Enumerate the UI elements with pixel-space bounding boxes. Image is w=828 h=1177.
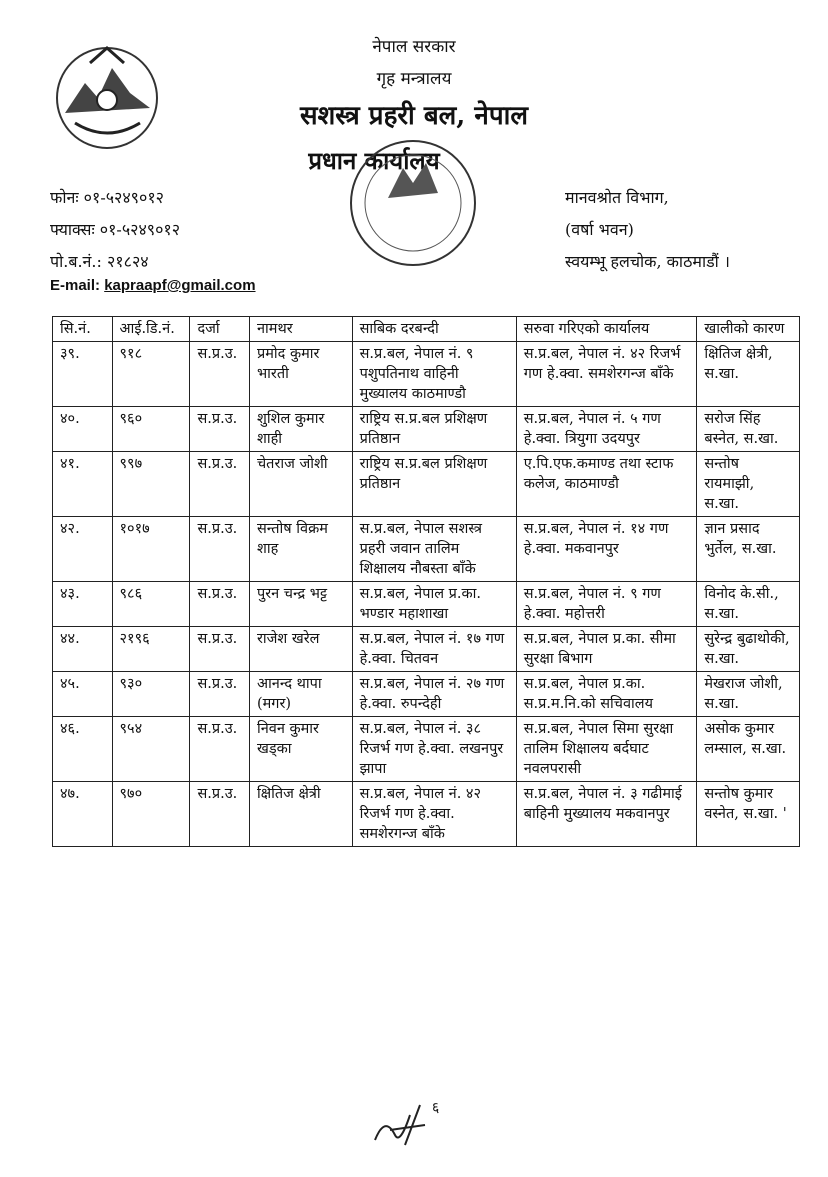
table-cell: मेखराज जोशी, स.खा.: [697, 672, 800, 717]
email-line: [50, 277, 256, 294]
table-cell: असोक कुमार लम्साल, स.खा.: [697, 717, 800, 782]
table-row: [53, 342, 800, 407]
table-cell: क्षितिज क्षेत्री, स.खा.: [697, 342, 800, 407]
table-row: [53, 582, 800, 627]
table-cell: स.प्र.बल, नेपाल नं. ५ गण हे.क्वा. त्रियुगा उदयपुर: [516, 407, 697, 452]
table-cell: प्रमोद कुमार भारती: [249, 342, 352, 407]
table-cell: स.प्र.बल, नेपाल प्र.का. स.प्र.म.नि.को सचिवालय: [516, 672, 697, 717]
table-cell: स.प्र.बल, नेपाल प्र.का. भण्डार महाशाखा: [352, 582, 516, 627]
table-cell: स.प्र.बल, नेपाल नं. ३ गढीमाई बाहिनी मुख्यालय मकवानपुर: [516, 782, 697, 847]
table-row: [53, 782, 800, 847]
table-cell: स.प्र.उ.: [190, 672, 250, 717]
column-header: नामथर: [249, 317, 352, 342]
building-text: (वर्षा भवन): [565, 220, 634, 239]
phone-text: फोनः ०१-५२४९०१२: [50, 188, 164, 207]
table-cell: ४२.: [53, 517, 113, 582]
table-cell: स.प्र.उ.: [190, 782, 250, 847]
table-row: [53, 452, 800, 517]
table-cell: सन्तोष विक्रम शाह: [249, 517, 352, 582]
table-cell: सुरेन्द्र बुढाथोकी, स.खा.: [697, 627, 800, 672]
gov-title: नेपाल सरकार: [372, 37, 456, 57]
table-cell: सरोज सिंह बस्नेत, स.खा.: [697, 407, 800, 452]
table-cell: स.प्र.बल, नेपाल नं. १७ गण हे.क्वा. चितवन: [352, 627, 516, 672]
table-cell: ४०.: [53, 407, 113, 452]
email-label: E-mail:: [50, 277, 101, 294]
table-row: [53, 672, 800, 717]
table-cell: स.प्र.बल, नेपाल सशस्त्र प्रहरी जवान तालिम शिक्षालय नौबस्ता बाँके: [352, 517, 516, 582]
column-header: खालीको कारण: [697, 317, 800, 342]
table-cell: स.प्र.उ.: [190, 452, 250, 517]
table-cell: ९९७: [112, 452, 190, 517]
table-cell: १०१७: [112, 517, 190, 582]
table-cell: स.प्र.उ.: [190, 407, 250, 452]
table-cell: ९३०: [112, 672, 190, 717]
table-cell: स.प्र.उ.: [190, 582, 250, 627]
table-row: [53, 717, 800, 782]
column-header: सरुवा गरिएको कार्यालय: [516, 317, 697, 342]
table-cell: ४७.: [53, 782, 113, 847]
official-stamp-icon: [318, 128, 498, 288]
table-cell: ४१.: [53, 452, 113, 517]
table-cell: राष्ट्रिय स.प्र.बल प्रशिक्षण प्रतिष्ठान: [352, 452, 516, 517]
table-row: [53, 627, 800, 672]
table-cell: पुरन चन्द्र भट्ट: [249, 582, 352, 627]
table-cell: ९७०: [112, 782, 190, 847]
table-cell: ९५४: [112, 717, 190, 782]
column-header: साबिक दरबन्दी: [352, 317, 516, 342]
table-row: [53, 407, 800, 452]
table-row: [53, 517, 800, 582]
column-header: दर्जा: [190, 317, 250, 342]
table-cell: सन्तोष रायमाझी, स.खा.: [697, 452, 800, 517]
table-cell: स.प्र.बल, नेपाल नं. ४२ रिजर्भ गण हे.क्वा. समशेरगन्ज बाँके: [352, 782, 516, 847]
table-cell: स.प्र.बल, नेपाल सिमा सुरक्षा तालिम शिक्षालय बर्दघाट नवलपरासी: [516, 717, 697, 782]
ministry-title: गृह मन्त्रालय: [376, 69, 452, 89]
table-cell: ४४.: [53, 627, 113, 672]
table-cell: राष्ट्रिय स.प्र.बल प्रशिक्षण प्रतिष्ठान: [352, 407, 516, 452]
table-cell: आनन्द थापा (मगर): [249, 672, 352, 717]
table-cell: ज्ञान प्रसाद भुर्तेल, स.खा.: [697, 517, 800, 582]
table-cell: स.प्र.बल, नेपाल प्र.का. सीमा सुरक्षा बिभाग: [516, 627, 697, 672]
table-cell: स.प्र.बल, नेपाल नं. ४२ रिजर्भ गण हे.क्वा. समशेरगन्ज बाँके: [516, 342, 697, 407]
table-cell: ९१८: [112, 342, 190, 407]
department-text: मानवश्रोत विभाग,: [565, 188, 669, 207]
table-cell: राजेश खरेल: [249, 627, 352, 672]
table-cell: ४६.: [53, 717, 113, 782]
column-header: आई.डि.नं.: [112, 317, 190, 342]
table-cell: स.प्र.उ.: [190, 517, 250, 582]
table-cell: ४५.: [53, 672, 113, 717]
table-cell: चेतराज जोशी: [249, 452, 352, 517]
table-cell: शुशिल कुमार शाही: [249, 407, 352, 452]
location-text: स्वयम्भू हलचोक, काठमाडौं ।: [565, 252, 730, 271]
table-cell: ९८६: [112, 582, 190, 627]
office-title: प्रधान कार्यालय: [308, 146, 440, 175]
table-cell: ९६०: [112, 407, 190, 452]
email-link[interactable]: kapraapf@gmail.com: [104, 277, 256, 294]
table-cell: स.प्र.बल, नेपाल नं. ९ पशुपतिनाथ वाहिनी मुख्यालय काठमाण्डौ: [352, 342, 516, 407]
po-box-text: पो.ब.नं.: २१८२४: [50, 252, 149, 271]
table-cell: स.प्र.बल, नेपाल नं. ९ गण हे.क्वा. महोत्तरी: [516, 582, 697, 627]
table-cell: विनोद के.सी., स.खा.: [697, 582, 800, 627]
table-cell: स.प्र.बल, नेपाल नं. २७ गण हे.क्वा. रुपन्देही: [352, 672, 516, 717]
table-cell: सन्तोष कुमार वस्नेत, स.खा. ': [697, 782, 800, 847]
table-cell: स.प्र.बल, नेपाल नं. ३८ रिजर्भ गण हे.क्वा. लखनपुर झापा: [352, 717, 516, 782]
column-header: सि.नं.: [53, 317, 113, 342]
table-cell: स.प्र.उ.: [190, 342, 250, 407]
table-cell: निवन कुमार खड्का: [249, 717, 352, 782]
transfer-table: [52, 316, 800, 847]
page-mark: ६: [432, 1100, 440, 1116]
table-cell: २१९६: [112, 627, 190, 672]
table-cell: ए.पि.एफ.कमाण्ड तथा स्टाफ कलेज, काठमाण्डौ: [516, 452, 697, 517]
table-cell: ४३.: [53, 582, 113, 627]
fax-text: फ्याक्सः ०१-५२४९०१२: [50, 220, 181, 239]
table-cell: ३९.: [53, 342, 113, 407]
table-cell: क्षितिज क्षेत्री: [249, 782, 352, 847]
org-title: सशस्त्र प्रहरी बल, नेपाल: [300, 101, 528, 131]
table-cell: स.प्र.उ.: [190, 627, 250, 672]
table-header-row: [53, 317, 800, 342]
table-cell: स.प्र.उ.: [190, 717, 250, 782]
table-cell: स.प्र.बल, नेपाल नं. १४ गण हे.क्वा. मकवानपुर: [516, 517, 697, 582]
table-body: [53, 342, 800, 847]
